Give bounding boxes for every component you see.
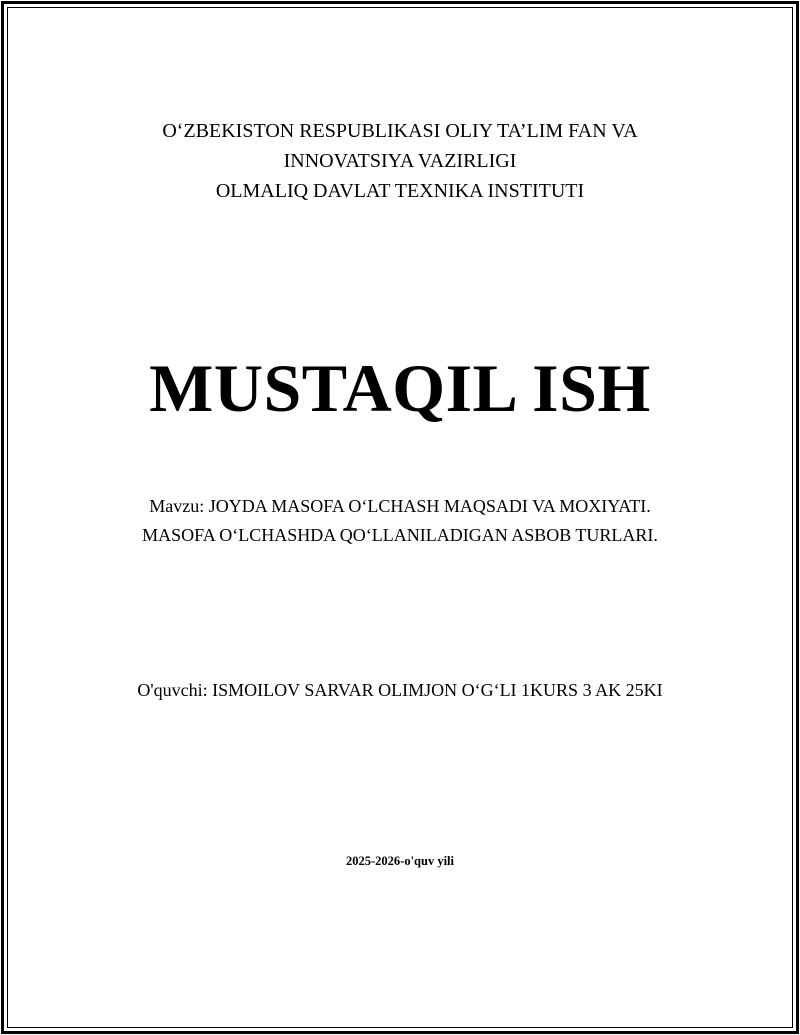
institute-name: OLMALIQ DAVLAT TEXNIKA INSTITUTI — [215, 180, 585, 202]
ministry-header-line-1: OʻZBEKISTON RESPUBLIKASI OLIY TA’LIM FAN VA — [162, 120, 638, 142]
topic-line-2: MASOFA OʻLCHASHDA QOʻLLANILADIGAN ASBOB TURLARI. — [142, 525, 658, 545]
topic — [0, 492, 800, 550]
academic-year: 2025-2026-o'quv yili — [346, 854, 454, 868]
student-line: O'quvchi: ISMOILOV SARVAR OLIMJON OʻGʻLI 1KURS 3 AK 25KI — [137, 680, 663, 700]
topic-line-1: Mavzu: JOYDA MASOFA OʻLCHASH MAQSADI VA MOXIYATI. — [149, 496, 651, 516]
ministry-header-line-2: INNOVATSIYA VAZIRLIGI — [283, 150, 517, 172]
ministry-header — [0, 116, 800, 206]
document-title: MUSTAQIL ISH — [149, 350, 651, 426]
